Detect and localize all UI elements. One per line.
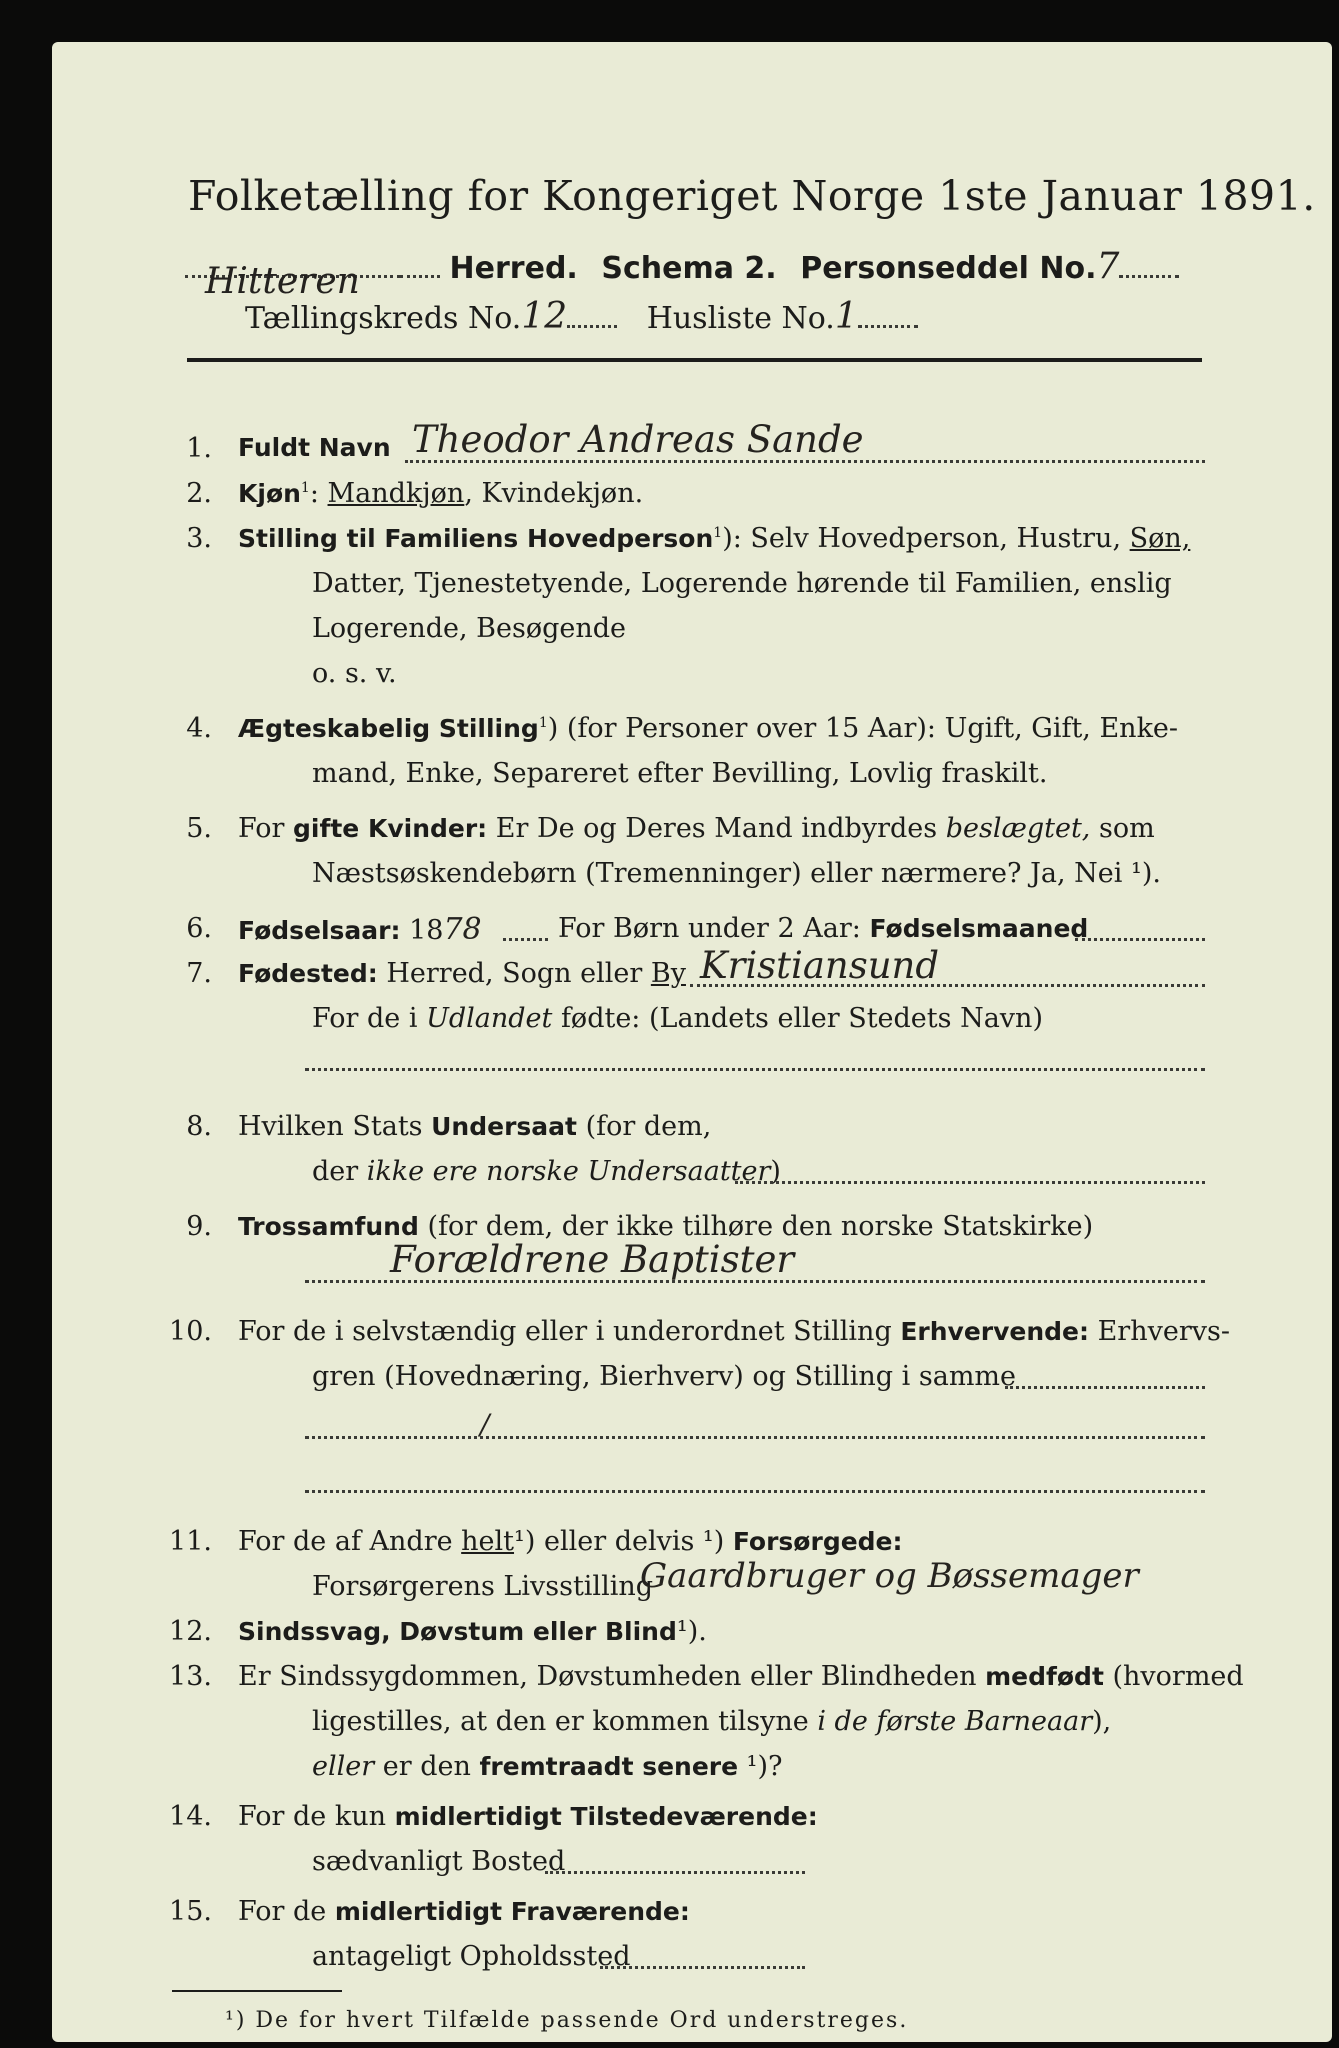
relation-selected: Søn,	[1129, 523, 1191, 554]
provider-occupation-value: Gaardbruger og Bøssemager	[640, 1556, 1139, 1596]
footnote: ¹) De for hvert Tilfælde passende Ord understreges.	[225, 2008, 909, 2033]
husliste-label: Husliste No.	[646, 301, 835, 336]
kreds-label: Tællingskreds No.	[245, 301, 522, 336]
form-title: Folketælling for Kongeriget Norge 1ste Januar 1891.	[188, 172, 1316, 220]
herred-name: Hitteren	[205, 261, 360, 302]
birth-year-value: 78	[443, 912, 482, 947]
birthplace-value: Kristiansund	[700, 944, 940, 987]
full-name-value: Theodor Andreas Sande	[412, 418, 864, 461]
header-rule	[187, 358, 1202, 362]
schema-label: Schema 2.	[601, 251, 777, 286]
footnote-rule	[172, 1990, 342, 1992]
census-form-sheet	[52, 42, 1332, 2042]
occupation-mark: /	[480, 1408, 490, 1441]
personseddel-label: Personseddel No.	[800, 251, 1097, 286]
kreds-line	[245, 296, 918, 337]
gender-selected: Mandkjøn	[327, 478, 465, 509]
kreds-no: 12	[521, 296, 568, 337]
religion-value: Forældrene Baptister	[390, 1238, 795, 1281]
herred-label: Herred.	[449, 251, 578, 286]
personseddel-no: 7	[1096, 246, 1120, 287]
husliste-no: 1	[834, 296, 858, 337]
herred-line	[185, 246, 1179, 302]
